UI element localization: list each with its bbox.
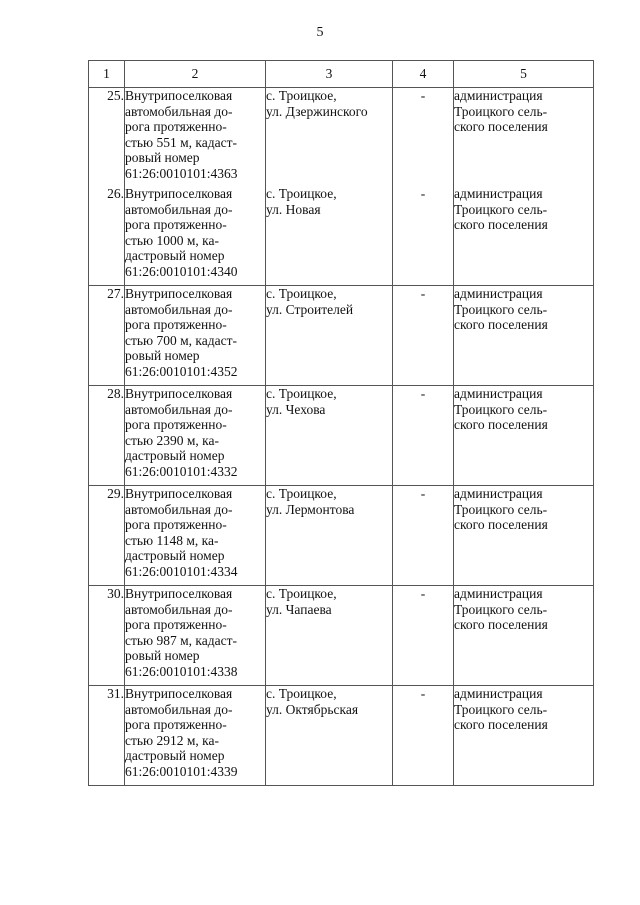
- table-row: [89, 286, 594, 386]
- owner-name-line: ского поселения: [454, 517, 548, 533]
- object-description-line: автомобильная до-: [125, 201, 233, 217]
- object-address: [266, 386, 393, 486]
- object-address-line: с. Троицкое,: [266, 586, 337, 601]
- object-address-line: с. Троицкое,: [266, 686, 337, 701]
- object-description-line: стью 551 м, кадаст-: [125, 134, 238, 150]
- row-number: 30.: [89, 586, 125, 686]
- object-description-line: рога протяженно-: [125, 717, 227, 733]
- owner-name-line: администрация: [454, 486, 543, 501]
- object-description-line: автомобильная до-: [125, 601, 233, 617]
- object-description-line: 61:26:0010101:4332: [125, 463, 238, 479]
- object-description-line: стью 987 м, кадаст-: [125, 632, 238, 648]
- row-number: 26.: [89, 186, 125, 286]
- object-description-line: Внутрипоселковая: [125, 186, 233, 201]
- object-address-line: ул. Лермонтова: [266, 501, 355, 517]
- owner-name-line: ского поселения: [454, 317, 548, 333]
- owner-name-line: администрация: [454, 286, 543, 301]
- table-row: [89, 686, 594, 786]
- table-header-row: [89, 61, 594, 88]
- object-description-line: дастровый номер: [125, 748, 225, 764]
- owner-name-line: Троицкого сель-: [454, 601, 548, 617]
- object-description-line: Внутрипоселковая: [125, 486, 233, 501]
- object-address-line: ул. Дзержинского: [266, 103, 368, 119]
- object-address-line: с. Троицкое,: [266, 286, 337, 301]
- table-row: [89, 186, 594, 286]
- owner-name-line: ского поселения: [454, 417, 548, 433]
- owner-name-line: ского поселения: [454, 119, 548, 135]
- object-description-line: стью 1148 м, ка-: [125, 532, 219, 548]
- object-description-line: автомобильная до-: [125, 501, 233, 517]
- object-address-line: с. Троицкое,: [266, 88, 337, 103]
- encumbrance-value: -: [393, 286, 454, 386]
- object-address-line: ул. Чапаева: [266, 601, 332, 617]
- encumbrance-value: -: [393, 486, 454, 586]
- object-description-line: Внутрипоселковая: [125, 586, 233, 601]
- object-description-line: ровый номер: [125, 348, 200, 364]
- object-description-line: стью 2912 м, ка-: [125, 732, 220, 748]
- owner-name-line: администрация: [454, 686, 543, 701]
- object-description-line: стью 1000 м, ка-: [125, 232, 220, 248]
- owner-name: [454, 286, 594, 386]
- row-number: 27.: [89, 286, 125, 386]
- object-description: [125, 88, 266, 187]
- table-body: [89, 88, 594, 786]
- column-header-5: 5: [454, 61, 594, 88]
- object-description-line: дастровый номер: [125, 448, 225, 464]
- road-registry-table: [88, 60, 594, 786]
- object-address: [266, 586, 393, 686]
- object-address: [266, 186, 393, 286]
- object-description-line: автомобильная до-: [125, 701, 233, 717]
- owner-name: [454, 486, 594, 586]
- object-description: [125, 386, 266, 486]
- object-description-line: Внутрипоселковая: [125, 686, 233, 701]
- encumbrance-value: -: [393, 88, 454, 187]
- object-description: [125, 286, 266, 386]
- row-number: 25.: [89, 88, 125, 187]
- object-address-line: с. Троицкое,: [266, 386, 337, 401]
- object-description: [125, 486, 266, 586]
- owner-name: [454, 686, 594, 786]
- object-address: [266, 486, 393, 586]
- object-address-line: ул. Октябрьская: [266, 701, 359, 717]
- object-description-line: дастровый номер: [125, 248, 225, 264]
- object-description-line: автомобильная до-: [125, 401, 233, 417]
- table-row: [89, 586, 594, 686]
- object-description-line: Внутрипоселковая: [125, 88, 233, 103]
- owner-name-line: Троицкого сель-: [454, 201, 548, 217]
- object-description-line: стью 2390 м, ка-: [125, 432, 220, 448]
- object-address: [266, 88, 393, 187]
- object-description: [125, 586, 266, 686]
- object-description-line: рога протяженно-: [125, 417, 227, 433]
- encumbrance-value: -: [393, 386, 454, 486]
- owner-name-line: Троицкого сель-: [454, 501, 548, 517]
- object-description-line: 61:26:0010101:4340: [125, 263, 238, 279]
- object-address-line: ул. Строителей: [266, 301, 354, 317]
- object-description-line: рога протяженно-: [125, 517, 227, 533]
- owner-name-line: ского поселения: [454, 217, 548, 233]
- encumbrance-value: -: [393, 586, 454, 686]
- owner-name-line: администрация: [454, 386, 543, 401]
- object-description-line: дастровый номер: [125, 548, 225, 564]
- row-number: 28.: [89, 386, 125, 486]
- owner-name-line: Троицкого сель-: [454, 103, 548, 119]
- table-row: [89, 386, 594, 486]
- object-description-line: 61:26:0010101:4339: [125, 763, 238, 779]
- object-address-line: ул. Чехова: [266, 401, 326, 417]
- object-address: [266, 686, 393, 786]
- owner-name-line: администрация: [454, 88, 543, 103]
- table-row: [89, 486, 594, 586]
- object-description-line: рога протяженно-: [125, 119, 227, 135]
- owner-name-line: администрация: [454, 186, 543, 201]
- object-description-line: стью 700 м, кадаст-: [125, 332, 238, 348]
- owner-name-line: Троицкого сель-: [454, 401, 548, 417]
- object-description-line: 61:26:0010101:4352: [125, 363, 238, 379]
- object-description-line: 61:26:0010101:4338: [125, 663, 238, 679]
- owner-name-line: Троицкого сель-: [454, 701, 548, 717]
- object-address-line: ул. Новая: [266, 201, 321, 217]
- owner-name: [454, 586, 594, 686]
- object-description-line: ровый номер: [125, 150, 200, 166]
- object-description-line: 61:26:0010101:4363: [125, 165, 238, 181]
- owner-name: [454, 186, 594, 286]
- row-number: 29.: [89, 486, 125, 586]
- column-header-2: 2: [125, 61, 266, 88]
- object-description: [125, 686, 266, 786]
- object-address-line: с. Троицкое,: [266, 486, 337, 501]
- object-description-line: автомобильная до-: [125, 103, 233, 119]
- owner-name: [454, 386, 594, 486]
- owner-name-line: ского поселения: [454, 717, 548, 733]
- object-description-line: Внутрипоселковая: [125, 286, 233, 301]
- encumbrance-value: -: [393, 686, 454, 786]
- object-description-line: Внутрипоселковая: [125, 386, 233, 401]
- table-row: [89, 88, 594, 187]
- column-header-4: 4: [393, 61, 454, 88]
- object-address-line: с. Троицкое,: [266, 186, 337, 201]
- object-description-line: рога протяженно-: [125, 217, 227, 233]
- object-description-line: ровый номер: [125, 648, 200, 664]
- encumbrance-value: -: [393, 186, 454, 286]
- page-number: 5: [316, 25, 324, 40]
- row-number: 31.: [89, 686, 125, 786]
- object-description: [125, 186, 266, 286]
- object-description-line: рога протяженно-: [125, 617, 227, 633]
- object-description-line: 61:26:0010101:4334: [125, 563, 238, 579]
- owner-name-line: ского поселения: [454, 617, 548, 633]
- object-description-line: рога протяженно-: [125, 317, 227, 333]
- object-address: [266, 286, 393, 386]
- owner-name-line: Троицкого сель-: [454, 301, 548, 317]
- column-header-1: 1: [89, 61, 125, 88]
- owner-name-line: администрация: [454, 586, 543, 601]
- owner-name: [454, 88, 594, 187]
- object-description-line: автомобильная до-: [125, 301, 233, 317]
- column-header-3: 3: [266, 61, 393, 88]
